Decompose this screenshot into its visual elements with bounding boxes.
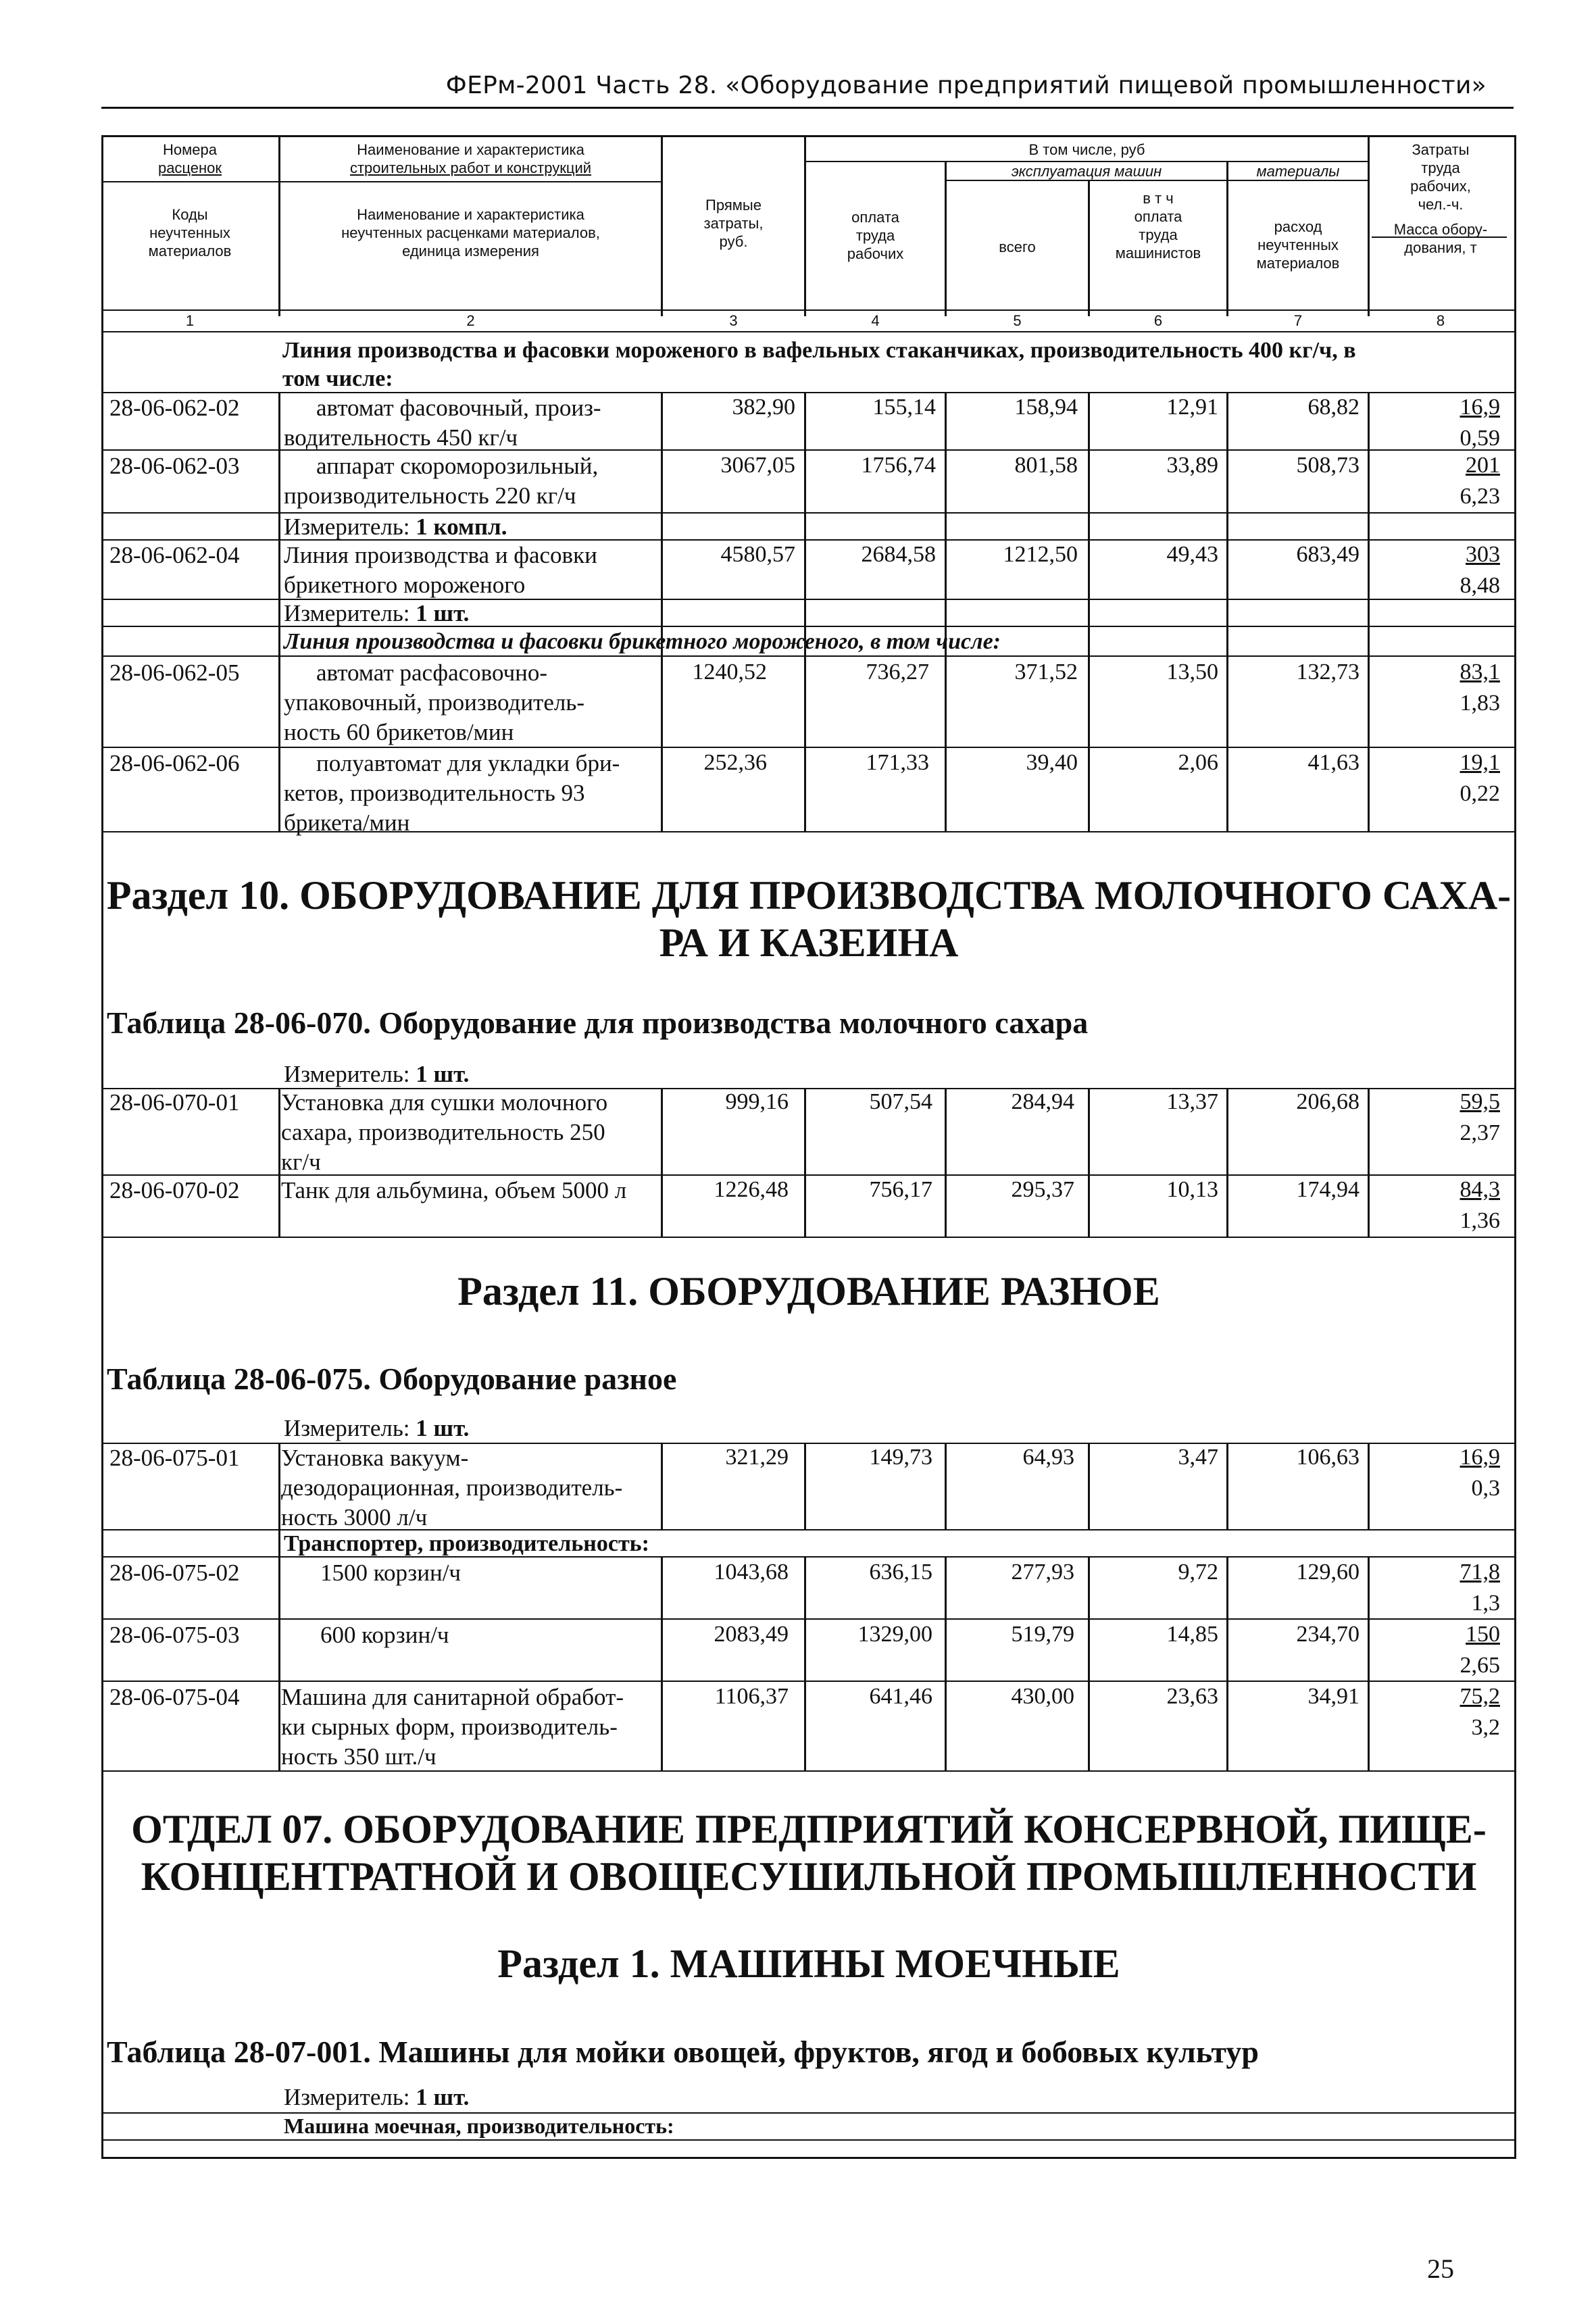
driver-cost: 33,89 — [1166, 453, 1218, 478]
work-name — [281, 1620, 659, 1650]
work-name-line: Танк для альбумина, объем 5000 л — [281, 1177, 627, 1203]
mass: 1,36 — [1460, 1208, 1500, 1233]
col-header-direct — [663, 196, 804, 251]
group-heading: Машина моечная, производительность: — [284, 2114, 674, 2138]
header-text: чел.-ч. — [1418, 196, 1464, 213]
header-text: неучтенных — [1257, 237, 1339, 253]
page-number: 25 — [1427, 2254, 1454, 2284]
grid-line — [1088, 1088, 1090, 1237]
col-header-materials: материалы — [1256, 163, 1340, 180]
mass: 8,48 — [1460, 573, 1500, 598]
mass: 1,3 — [1471, 1591, 1500, 1616]
grid-line — [661, 1556, 663, 1770]
rate-code: 28-06-075-03 — [109, 1622, 240, 1648]
col-header-in-total: В том числе, руб — [1028, 141, 1145, 158]
labor-hours: 71,8 — [1460, 1560, 1500, 1585]
mass: 2,37 — [1460, 1120, 1500, 1145]
labor-hours: 150 — [1466, 1622, 1500, 1647]
rate-code: 28-06-062-02 — [109, 395, 240, 421]
driver-cost: 13,37 — [1166, 1089, 1218, 1114]
material-cost: 68,82 — [1307, 395, 1360, 420]
grid-line — [1226, 1088, 1228, 1237]
work-name-line: автомат расфасовочно- — [316, 659, 548, 686]
driver-cost: 10,13 — [1166, 1177, 1218, 1202]
header-text: единица измерения — [402, 243, 539, 259]
table-title: Таблица 28-07-001. Машины для мойки овощей, фруктов, ягод и бобовых культур — [107, 2035, 1259, 2069]
direct-cost: 999,16 — [725, 1089, 789, 1114]
section-heading-line: Раздел 10. ОБОРУДОВАНИЕ ДЛЯ ПРОИЗВОДСТВА МОЛОЧНОГО САХА- — [106, 873, 1512, 918]
col-header-mat-use — [1228, 218, 1368, 272]
measure-unit — [284, 2083, 469, 2112]
machine-cost: 1212,50 — [1003, 542, 1078, 567]
grid-line — [804, 1088, 806, 1237]
col-number: 3 — [729, 312, 738, 329]
material-cost: 106,63 — [1296, 1445, 1360, 1470]
machine-cost: 39,40 — [1026, 750, 1078, 775]
work-name — [281, 1683, 659, 1772]
driver-cost: 14,85 — [1166, 1622, 1218, 1647]
col-header-number — [101, 141, 278, 260]
measure-label: Измеритель: — [284, 1415, 410, 1441]
labor-hours: 19,1 — [1460, 750, 1500, 775]
labor-mass — [1422, 659, 1500, 716]
rate-code: 28-06-075-01 — [109, 1445, 240, 1471]
work-name-line: аппарат скороморозильный, — [316, 453, 599, 479]
measure-label: Измеритель: — [284, 600, 410, 626]
driver-cost: 13,50 — [1166, 659, 1218, 684]
machine-cost: 519,79 — [1011, 1622, 1074, 1647]
grid-line — [1088, 392, 1090, 831]
grid-line — [804, 392, 806, 831]
work-name-line: 1500 корзин/ч — [320, 1560, 462, 1586]
grid-line — [1226, 1443, 1228, 1529]
header-text: строительных работ и конструкций — [349, 159, 592, 176]
machine-cost: 158,94 — [1014, 395, 1078, 420]
department-heading — [101, 1806, 1516, 1900]
labor-cost: 155,14 — [872, 395, 936, 420]
grid-line — [101, 1618, 1516, 1620]
work-name — [284, 393, 659, 453]
measure-unit — [284, 1414, 469, 1443]
grid-line — [278, 1088, 280, 1237]
section-heading — [101, 872, 1516, 966]
work-name-line: Установка для сушки молочного — [281, 1089, 608, 1116]
work-name-line: производительность 220 кг/ч — [284, 482, 576, 509]
group-heading: Транспортер, производительность: — [284, 1531, 649, 1556]
grid-line — [804, 1556, 806, 1770]
labor-cost: 641,46 — [869, 1684, 932, 1709]
grid-line — [1088, 1556, 1090, 1770]
direct-cost: 1226,48 — [714, 1177, 789, 1202]
header-text: Номера — [163, 141, 217, 158]
material-cost: 41,63 — [1307, 750, 1360, 775]
labor-cost: 756,17 — [869, 1177, 932, 1202]
direct-cost: 2083,49 — [714, 1622, 789, 1647]
header-text: в т ч — [1143, 190, 1174, 207]
header-text: материалов — [148, 243, 232, 259]
running-header — [101, 66, 1514, 109]
mass: 0,3 — [1471, 1476, 1500, 1501]
grid-line — [1368, 1088, 1370, 1237]
rate-code: 28-06-062-06 — [109, 750, 240, 776]
section-heading: Раздел 11. ОБОРУДОВАНИЕ РАЗНОЕ — [457, 1269, 1160, 1314]
rate-code: 28-06-070-01 — [109, 1089, 240, 1116]
mass: 0,59 — [1460, 426, 1500, 451]
col-number: 1 — [185, 312, 195, 329]
labor-hours: 75,2 — [1460, 1684, 1500, 1709]
grid-line — [945, 1556, 947, 1770]
mass: 1,83 — [1460, 691, 1500, 716]
group-heading-line: том числе: — [282, 366, 393, 391]
labor-hours: 16,9 — [1460, 1445, 1500, 1470]
header-text: Масса обору- — [1393, 221, 1488, 238]
material-cost: 508,73 — [1296, 453, 1360, 478]
mass: 6,23 — [1460, 484, 1500, 509]
driver-cost: 49,43 — [1166, 542, 1218, 567]
work-name-line: кетов, производительность 93 — [284, 780, 585, 806]
work-name — [281, 1558, 659, 1588]
grid-line — [804, 1443, 806, 1529]
grid-line — [661, 1088, 663, 1237]
work-name-line: водительность 450 кг/ч — [284, 424, 518, 451]
mass: 3,2 — [1471, 1715, 1500, 1740]
grid-line — [101, 331, 1516, 332]
grid-line — [1226, 392, 1228, 831]
section-heading-line: РА И КАЗЕИНА — [659, 920, 959, 965]
header-text: Наименование и характеристика — [357, 206, 584, 223]
grid-line — [1368, 1443, 1370, 1529]
col-number: 6 — [1153, 312, 1163, 329]
direct-cost: 3067,05 — [720, 453, 795, 478]
col-header-expl: эксплуатация машин — [1011, 163, 1162, 180]
machine-cost: 801,58 — [1014, 453, 1078, 478]
header-text: труда — [1421, 159, 1460, 176]
grid-line — [1368, 1556, 1370, 1770]
grid-line — [101, 1681, 1516, 1682]
work-name — [281, 1088, 659, 1177]
driver-cost: 3,47 — [1178, 1445, 1218, 1470]
direct-cost: 1240,52 — [692, 659, 767, 684]
header-text: расценок — [157, 159, 222, 176]
measure-label: Измеритель: — [284, 514, 410, 540]
mass: 2,65 — [1460, 1653, 1500, 1678]
machine-cost: 371,52 — [1014, 659, 1078, 684]
rate-code: 28-06-075-02 — [109, 1560, 240, 1586]
labor-mass — [1422, 1445, 1500, 1501]
col-header-total: всего — [999, 239, 1036, 255]
labor-hours: 16,9 — [1460, 395, 1500, 420]
header-text: дования, т — [1404, 239, 1477, 256]
labor-mass — [1422, 1560, 1500, 1616]
direct-cost: 1043,68 — [714, 1560, 789, 1585]
department-heading-line: КОНЦЕНТРАТНОЙ И ОВОЩЕСУШИЛЬНОЙ ПРОМЫШЛЕННОСТИ — [141, 1854, 1477, 1899]
group-heading — [282, 337, 1512, 393]
header-text: материалов — [1256, 255, 1340, 272]
work-name-line: Машина для санитарной обработ- — [281, 1684, 624, 1710]
grid-line — [945, 1443, 947, 1529]
work-name-line: ность 60 брикетов/мин — [284, 719, 514, 745]
header-text: неучтенных — [149, 224, 230, 241]
col-number: 8 — [1436, 312, 1445, 329]
driver-cost: 23,63 — [1166, 1684, 1218, 1709]
labor-mass — [1422, 1177, 1500, 1234]
labor-mass — [1422, 1684, 1500, 1741]
grid-line — [661, 392, 663, 831]
direct-cost: 321,29 — [725, 1445, 789, 1470]
col-number: 2 — [466, 312, 475, 329]
direct-cost: 1106,37 — [714, 1684, 789, 1709]
labor-mass — [1422, 453, 1500, 509]
grid-line — [1368, 392, 1370, 831]
driver-cost: 2,06 — [1178, 750, 1218, 775]
table-title: Таблица 28-06-070. Оборудование для производства молочного сахара — [107, 1005, 1089, 1040]
work-name-line: ность 350 шт./ч — [281, 1743, 437, 1770]
labor-cost: 1329,00 — [857, 1622, 932, 1647]
work-name — [281, 1176, 659, 1205]
material-cost: 129,60 — [1296, 1560, 1360, 1585]
header-text: Затраты — [1412, 141, 1470, 158]
measure-unit — [284, 512, 507, 542]
work-name-line: брикетного мороженого — [284, 572, 526, 598]
labor-hours: 84,3 — [1460, 1177, 1500, 1202]
mass: 0,22 — [1460, 781, 1500, 806]
measure-value: 1 шт. — [416, 600, 470, 626]
material-cost: 132,73 — [1296, 659, 1360, 684]
col-header-labor-cost — [1370, 141, 1512, 257]
grid-line — [945, 1088, 947, 1237]
work-name — [284, 451, 659, 511]
work-name — [281, 1443, 659, 1533]
material-cost: 234,70 — [1296, 1622, 1360, 1647]
grid-line — [661, 1443, 663, 1529]
labor-cost: 2684,58 — [861, 542, 936, 567]
header-text: рабочих — [847, 245, 904, 262]
work-name-line: ки сырных форм, производитель- — [281, 1714, 618, 1740]
labor-mass — [1422, 750, 1500, 807]
header-text: неучтенных расценками материалов, — [341, 224, 600, 241]
work-name-line: ность 3000 л/ч — [281, 1504, 428, 1530]
machine-cost: 430,00 — [1011, 1684, 1074, 1709]
direct-cost: 382,90 — [732, 395, 795, 420]
measure-label: Измеритель: — [284, 2084, 410, 2110]
labor-cost: 171,33 — [866, 750, 929, 775]
material-cost: 683,49 — [1296, 542, 1360, 567]
group-heading: Линия производства и фасовки брикетного мороженого, в том числе: — [284, 629, 1001, 654]
table-title: Таблица 28-06-075. Оборудование разное — [107, 1362, 677, 1396]
measure-value: 1 шт. — [416, 2084, 470, 2110]
driver-cost: 9,72 — [1178, 1560, 1218, 1585]
work-name-line: сахара, производительность 250 — [281, 1119, 605, 1145]
grid-line — [1226, 1556, 1228, 1770]
col-number: 7 — [1293, 312, 1303, 329]
header-text: машинистов — [1115, 245, 1201, 262]
machine-cost: 64,93 — [1022, 1445, 1074, 1470]
labor-hours: 83,1 — [1460, 659, 1500, 684]
machine-cost: 295,37 — [1011, 1177, 1074, 1202]
header-text: рабочих, — [1410, 178, 1471, 195]
work-name-line: полуавтомат для укладки бри- — [316, 750, 620, 776]
machine-cost: 284,94 — [1011, 1089, 1074, 1114]
grid-line — [101, 1237, 1516, 1238]
grid-line — [278, 1443, 280, 1770]
col-header-name — [280, 141, 661, 260]
driver-cost: 12,91 — [1166, 395, 1218, 420]
material-cost: 34,91 — [1307, 1684, 1360, 1709]
measure-unit — [284, 1060, 469, 1089]
work-name-line: кг/ч — [281, 1149, 321, 1175]
work-name-line: дезодорационная, производитель- — [281, 1474, 623, 1501]
labor-mass — [1422, 1622, 1500, 1678]
measure-value: 1 шт. — [416, 1061, 470, 1087]
header-text: Коды — [172, 206, 208, 223]
labor-hours: 59,5 — [1460, 1089, 1500, 1114]
labor-hours: 201 — [1466, 453, 1500, 478]
header-text: труда — [855, 227, 895, 244]
work-name-line: брикета/мин — [284, 810, 410, 836]
machine-cost: 277,93 — [1011, 1560, 1074, 1585]
labor-cost: 736,27 — [866, 659, 929, 684]
rate-code: 28-06-062-04 — [109, 542, 240, 568]
direct-cost: 252,36 — [703, 750, 767, 775]
work-name — [284, 541, 659, 600]
material-cost: 174,94 — [1296, 1177, 1360, 1202]
grid-line — [945, 392, 947, 831]
measure-value: 1 шт. — [416, 1415, 470, 1441]
grid-line — [101, 309, 1516, 311]
labor-cost: 636,15 — [869, 1560, 932, 1585]
labor-cost: 1756,74 — [861, 453, 936, 478]
work-name-line: Установка вакуум- — [281, 1445, 469, 1471]
department-heading-line: ОТДЕЛ 07. ОБОРУДОВАНИЕ ПРЕДПРИЯТИЙ КОНСЕРВНОЙ, ПИЩЕ- — [131, 1807, 1487, 1851]
header-text: руб. — [719, 233, 748, 250]
labor-mass — [1422, 542, 1500, 599]
work-name — [284, 749, 659, 838]
work-name — [284, 658, 659, 747]
header-text: оплата — [1134, 208, 1182, 225]
work-name-line: 600 корзин/ч — [320, 1622, 449, 1648]
measure-unit — [284, 599, 469, 628]
grid-line — [1088, 1443, 1090, 1529]
work-name-line: упаковочный, производитель- — [284, 689, 584, 716]
labor-cost: 507,54 — [869, 1089, 932, 1114]
labor-cost: 149,73 — [869, 1445, 932, 1470]
col-number: 4 — [871, 312, 880, 329]
labor-mass — [1422, 395, 1500, 451]
col-header-labor — [806, 208, 945, 263]
labor-mass — [1422, 1089, 1500, 1146]
work-name-line: Линия производства и фасовки — [284, 542, 597, 568]
col-number: 5 — [1013, 312, 1022, 329]
col-header-drivers — [1090, 189, 1226, 262]
grid-line — [278, 392, 280, 831]
header-text: Прямые — [705, 197, 762, 214]
header-text: труда — [1139, 226, 1178, 243]
rate-code: 28-06-062-03 — [109, 453, 240, 479]
header-text: Наименование и характеристика — [357, 141, 584, 158]
header-title: ФЕРм-2001 Часть 28. «Оборудование предприятий пищевой промышленности» — [445, 72, 1487, 99]
material-cost: 206,68 — [1296, 1089, 1360, 1114]
measure-label: Измеритель: — [284, 1061, 410, 1087]
header-text: оплата — [851, 209, 899, 226]
rate-code: 28-06-062-05 — [109, 659, 240, 686]
rate-code: 28-06-070-02 — [109, 1177, 240, 1203]
direct-cost: 4580,57 — [720, 542, 795, 567]
group-heading-line: Линия производства и фасовки мороженого в вафельных стаканчиках, производительность 400 кг/ч, в — [282, 338, 1356, 363]
labor-hours: 303 — [1466, 542, 1500, 567]
measure-value: 1 компл. — [416, 514, 507, 540]
header-text: затраты, — [703, 215, 764, 232]
section-heading: Раздел 1. МАШИНЫ МОЕЧНЫЕ — [497, 1941, 1120, 1986]
header-text: расход — [1274, 218, 1322, 235]
rate-code: 28-06-075-04 — [109, 1684, 240, 1710]
work-name-line: автомат фасовочный, произ- — [316, 395, 601, 421]
